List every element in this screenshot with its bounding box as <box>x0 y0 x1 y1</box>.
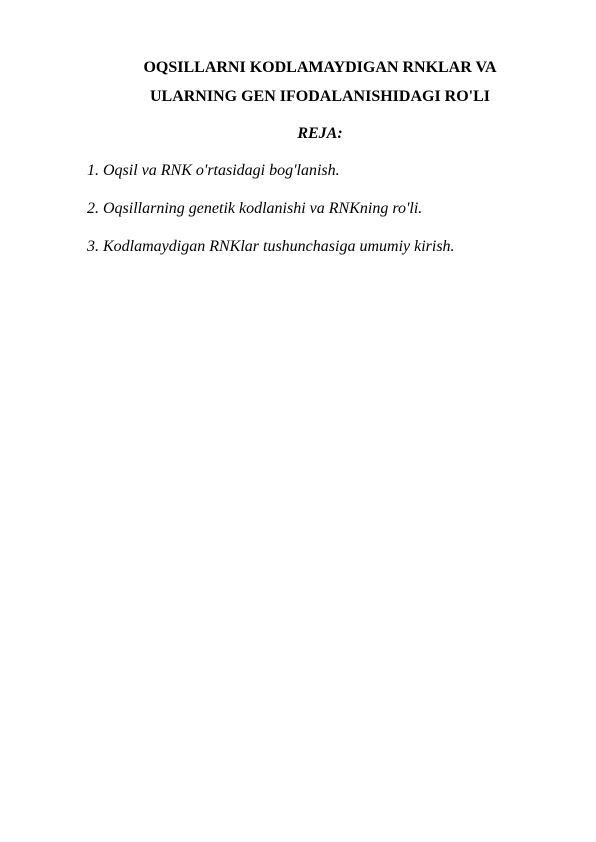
plan-heading: REJA: <box>297 125 343 142</box>
document-title-line-1: OQSILLARNI KODLAMAYDIGAN RNKLAR VA <box>143 59 497 76</box>
document-title-line-2: ULARNING GEN IFODALANISHIDAGI RO'LI <box>149 88 491 105</box>
plan-item-3: 3. Kodlamaydigan RNKlar tushunchasiga umumiy kirish. <box>87 238 455 255</box>
plan-item-1: 1. Oqsil va RNK o'rtasidagi bog'lanish. <box>87 162 340 179</box>
plan-item-2: 2. Oqsillarning genetik kodlanishi va RNKning ro'li. <box>87 200 423 217</box>
